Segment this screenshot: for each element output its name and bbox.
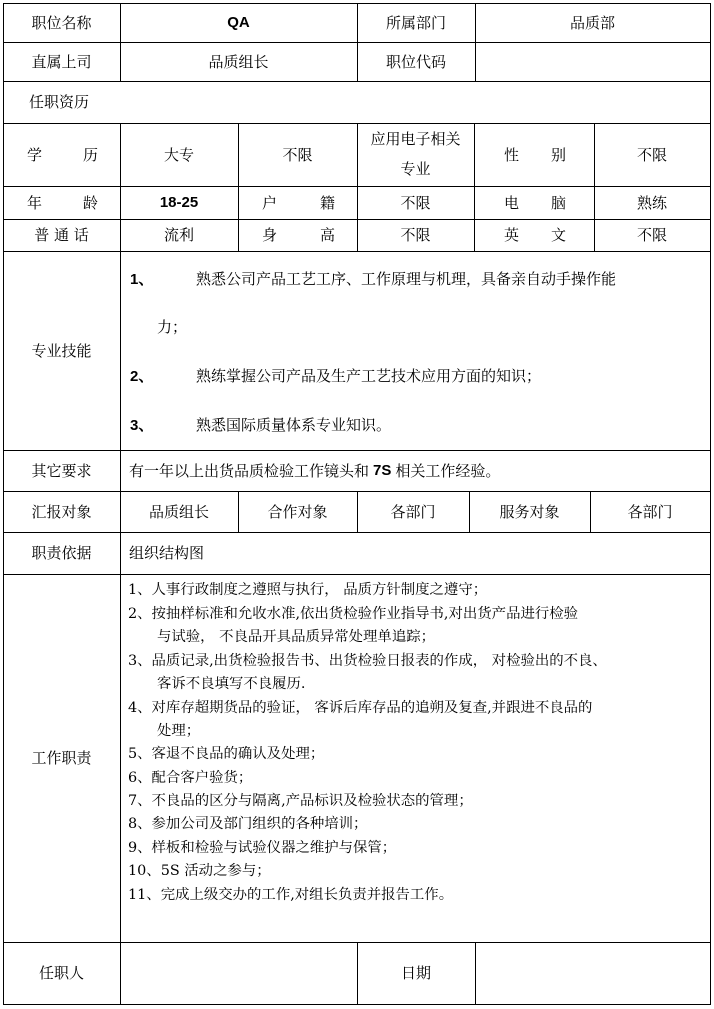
hukou-value: 不限	[400, 193, 431, 212]
responsibility-basis-label: 职责依据	[31, 544, 92, 562]
english-label-char: 英	[504, 226, 520, 244]
skill-text: 熟悉国际质量体系专业知识。	[196, 416, 392, 434]
other-requirements-text: 有一年以上出货品质检验工作镜头和	[129, 461, 370, 480]
age-label	[3, 186, 120, 219]
responsibility-basis-value: 组织结构图	[129, 544, 205, 562]
skill-number: 1、	[130, 271, 154, 288]
computer-label	[474, 186, 594, 219]
hukou-label-char: 户	[262, 193, 278, 212]
other-requirements-value	[120, 450, 710, 491]
other-requirements-label: 其它要求	[31, 461, 92, 480]
duty-line: 10、5S 活动之参与；	[128, 863, 271, 879]
education-label-char: 学	[27, 145, 43, 164]
position-code-value	[475, 42, 710, 81]
skill-item	[130, 414, 391, 435]
height-label-char: 高	[319, 226, 335, 244]
skill-number: 2、	[130, 368, 154, 385]
position-name-label: 职位名称	[31, 13, 92, 32]
skills-label: 专业技能	[31, 341, 92, 360]
department-label: 所属部门	[385, 13, 446, 32]
duty-line: 9、样板和检验与试验仪器之维护与保管；	[128, 840, 397, 856]
education-label	[3, 123, 120, 186]
computer-label-char: 脑	[550, 193, 566, 212]
english-value: 不限	[636, 226, 667, 244]
department-value: 品质部	[569, 13, 615, 32]
gender-label-char: 性	[504, 145, 520, 164]
duty-line: 2、按抽样标准和允收水准,依出货检验作业指导书,对出货产品进行检验	[128, 606, 579, 622]
report-to-value: 品质组长	[148, 502, 209, 521]
position-name-value: QA	[227, 13, 250, 31]
duty-line: 处理；	[157, 723, 201, 739]
report-to-label: 汇报对象	[31, 502, 92, 521]
date-label: 日期	[400, 964, 431, 982]
supervisor-label: 直属上司	[31, 52, 92, 71]
mandarin-label: 普 通 话	[34, 226, 89, 244]
duty-line: 1、人事行政制度之遵照与执行， 品质方针制度之遵守；	[128, 582, 488, 598]
grid-line	[710, 3, 711, 1005]
skill-item	[130, 365, 541, 386]
cooperation-value: 各部门	[390, 502, 436, 521]
duty-line: 11、完成上级交办的工作,对组长负责并报告工作。	[128, 887, 454, 903]
duty-line: 5、客退不良品的确认及处理；	[128, 746, 325, 762]
skill-text: 熟悉公司产品工艺工序、工作原理与机理，具备亲自动手操作能	[196, 270, 617, 288]
duty-line: 与试验， 不良品开具品质异常处理单追踪；	[157, 629, 435, 645]
qualifications-title: 任职资历	[29, 93, 90, 111]
age-label-char: 龄	[82, 193, 98, 212]
hukou-label-char: 籍	[319, 193, 335, 212]
job-holder-label: 任职人	[38, 964, 84, 982]
computer-value: 熟练	[636, 193, 667, 212]
job-holder-field[interactable]	[120, 942, 357, 1004]
major-requirement-value: 不限	[282, 145, 313, 164]
duty-line: 客诉不良填写不良履历.	[157, 676, 306, 692]
date-field[interactable]	[475, 942, 710, 1004]
supervisor-value: 品质组长	[208, 52, 269, 71]
gender-label-char: 别	[550, 145, 566, 164]
duty-line: 7、不良品的区分与隔离,产品标识及检验状态的管理；	[128, 793, 473, 809]
service-value: 各部门	[627, 502, 673, 521]
skill-item	[130, 268, 616, 289]
duty-line: 6、配合客户验货；	[128, 770, 253, 786]
service-label: 服务对象	[499, 502, 560, 521]
mandarin-value: 流利	[163, 226, 194, 244]
duty-line: 4、对库存超期货品的验证， 客诉后库存品的追朔及复查,并跟进不良品的	[128, 700, 593, 716]
duty-line: 8、参加公司及部门组织的各种培训；	[128, 816, 368, 832]
cooperation-label: 合作对象	[267, 502, 328, 521]
gender-label	[474, 123, 594, 186]
other-requirements-7s: 7S	[373, 461, 392, 479]
age-label-char: 年	[27, 193, 43, 212]
gender-value: 不限	[636, 145, 667, 164]
skill-item-continuation: 力；	[157, 318, 188, 336]
position-code-label: 职位代码	[385, 52, 446, 71]
education-value: 大专	[163, 145, 194, 164]
hukou-label	[238, 186, 357, 219]
education-label-char: 历	[82, 145, 98, 164]
major-value: 应用电子相关专业	[370, 130, 461, 178]
computer-label-char: 电	[504, 193, 520, 212]
skill-number: 3、	[130, 417, 154, 434]
age-value: 18-25	[159, 193, 199, 211]
duties-label: 工作职责	[31, 749, 92, 767]
skill-text: 熟练掌握公司产品及生产工艺技术应用方面的知识；	[196, 367, 542, 385]
duty-line: 3、品质记录,出货检验报告书、出货检验日报表的作成， 对检验出的不良、	[128, 653, 607, 669]
height-value: 不限	[400, 226, 431, 244]
height-label-char: 身	[262, 226, 278, 244]
height-label	[238, 219, 357, 251]
other-requirements-text: 相关工作经验。	[395, 461, 501, 480]
english-label-char: 文	[550, 226, 566, 244]
english-label	[474, 219, 594, 251]
